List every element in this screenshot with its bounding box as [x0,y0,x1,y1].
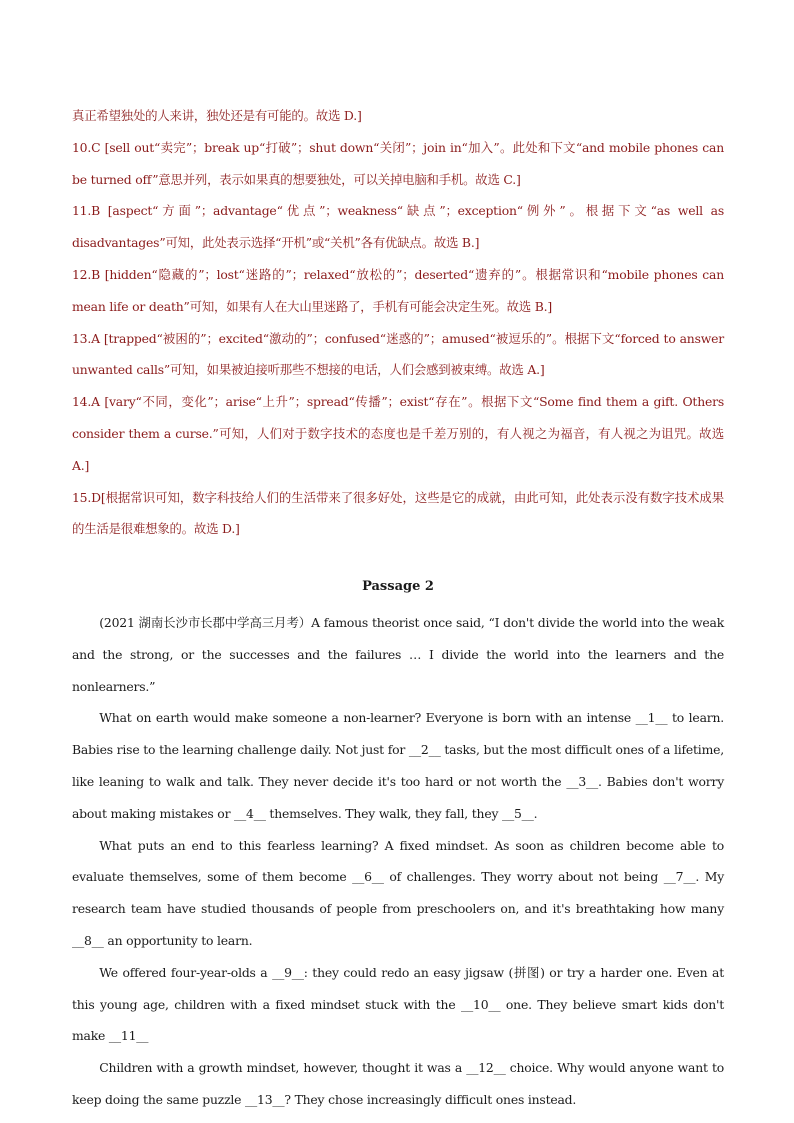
answer-9-continued: 真正希望独处的人来讲，独处还是有可能的。故选 D.] [72,108,362,123]
passage-title: Passage 2 [362,579,434,594]
answer-explanations [72,100,724,545]
passage-paragraph-1: (2021 湖南长沙市长郡中学高三月考）A famous theorist once said, “I don't divide the world into the weak and the strong, or the successes and the failures … I divide the world into the learners and the nonlearners.” [72,615,724,694]
passage-2 [72,576,724,1116]
answer-14: 14.A [vary“不同，变化”；arise“上升”；spread“传播”；exist“存在”。根据下文“Some find them a gift. Others consider them a curse.”可知，人们对于数字技术的态度也是千差万别的，有人视之为福音，有人视之为诅咒。故选 A.] [72,394,724,473]
answer-12: 12.B [hidden“隐藏的”；lost“迷路的”；relaxed“放松的”；deserted“遗弃的”。根据常识和“mobile phones can mean life or death”可知，如果有人在大山里迷路了，手机有可能会决定生死。故选 B.] [72,266,724,314]
answer-13: 13.A [trapped“被困的”；excited“激动的”；confused“迷惑的”；amused“被逗乐的”。根据下文“forced to answer unwanted calls”可知，如果被迫接听那些不想接的电话，人们会感到被束缚。故选 A.] [72,330,724,378]
answer-15: 15.D[根据常识可知，数字科技给人们的生活带来了很多好处，这些是它的成就，由此可知，此处表示没有数字技术成果的生活是很难想象的。故选 D.] [72,489,724,537]
passage-paragraph-4: We offered four-year-olds a __9__: they could redo an easy jigsaw (拼图) or try a harder one. Even at this young age, children with a fixed mindset stuck with the __10__ one. They believe smart kids don't make __11__ [72,964,724,1044]
answer-11: 11.B [aspect“方面”；advantage“优点”；weakness“缺点”；exception“例外”。根据下文“as well as disadvantages”可知，此处表示选择“开机”或“关机”各有优缺点。故选 B.] [72,203,724,251]
passage-paragraph-2: What on earth would make someone a non-learner? Everyone is born with an intense __1__ to learn. Babies rise to the learning challenge daily. Not just for __2__ tasks, but the most difficult ones of a lifetime, like leaning to walk and talk. They never decide it's too hard or not worth the __3__. Babies don't worry about making mistakes or __4__ themselves. They walk, they fall, they __5__. [72,710,724,821]
answer-10: 10.C [sell out“卖完”；break up“打破”；shut down“关闭”；join in“加入”。此处和下文“and mobile phones can be turned off”意思并列，表示如果真的想要独处，可以关掉电脑和手机。故选 C.] [72,139,724,187]
passage-paragraph-5: Children with a growth mindset, however, thought it was a __12__ choice. Why would anyone want to keep doing the same puzzle __13__? They chose increasingly difficult ones instead. [72,1060,724,1107]
passage-paragraph-3: What puts an end to this fearless learning? A fixed mindset. As soon as children become able to evaluate themselves, some of them become __6__ of challenges. They worry about not being __7__. My research team have studied thousands of people from preschoolers on, and it's breathtaking how many __8__ an opportunity to learn. [72,837,724,948]
